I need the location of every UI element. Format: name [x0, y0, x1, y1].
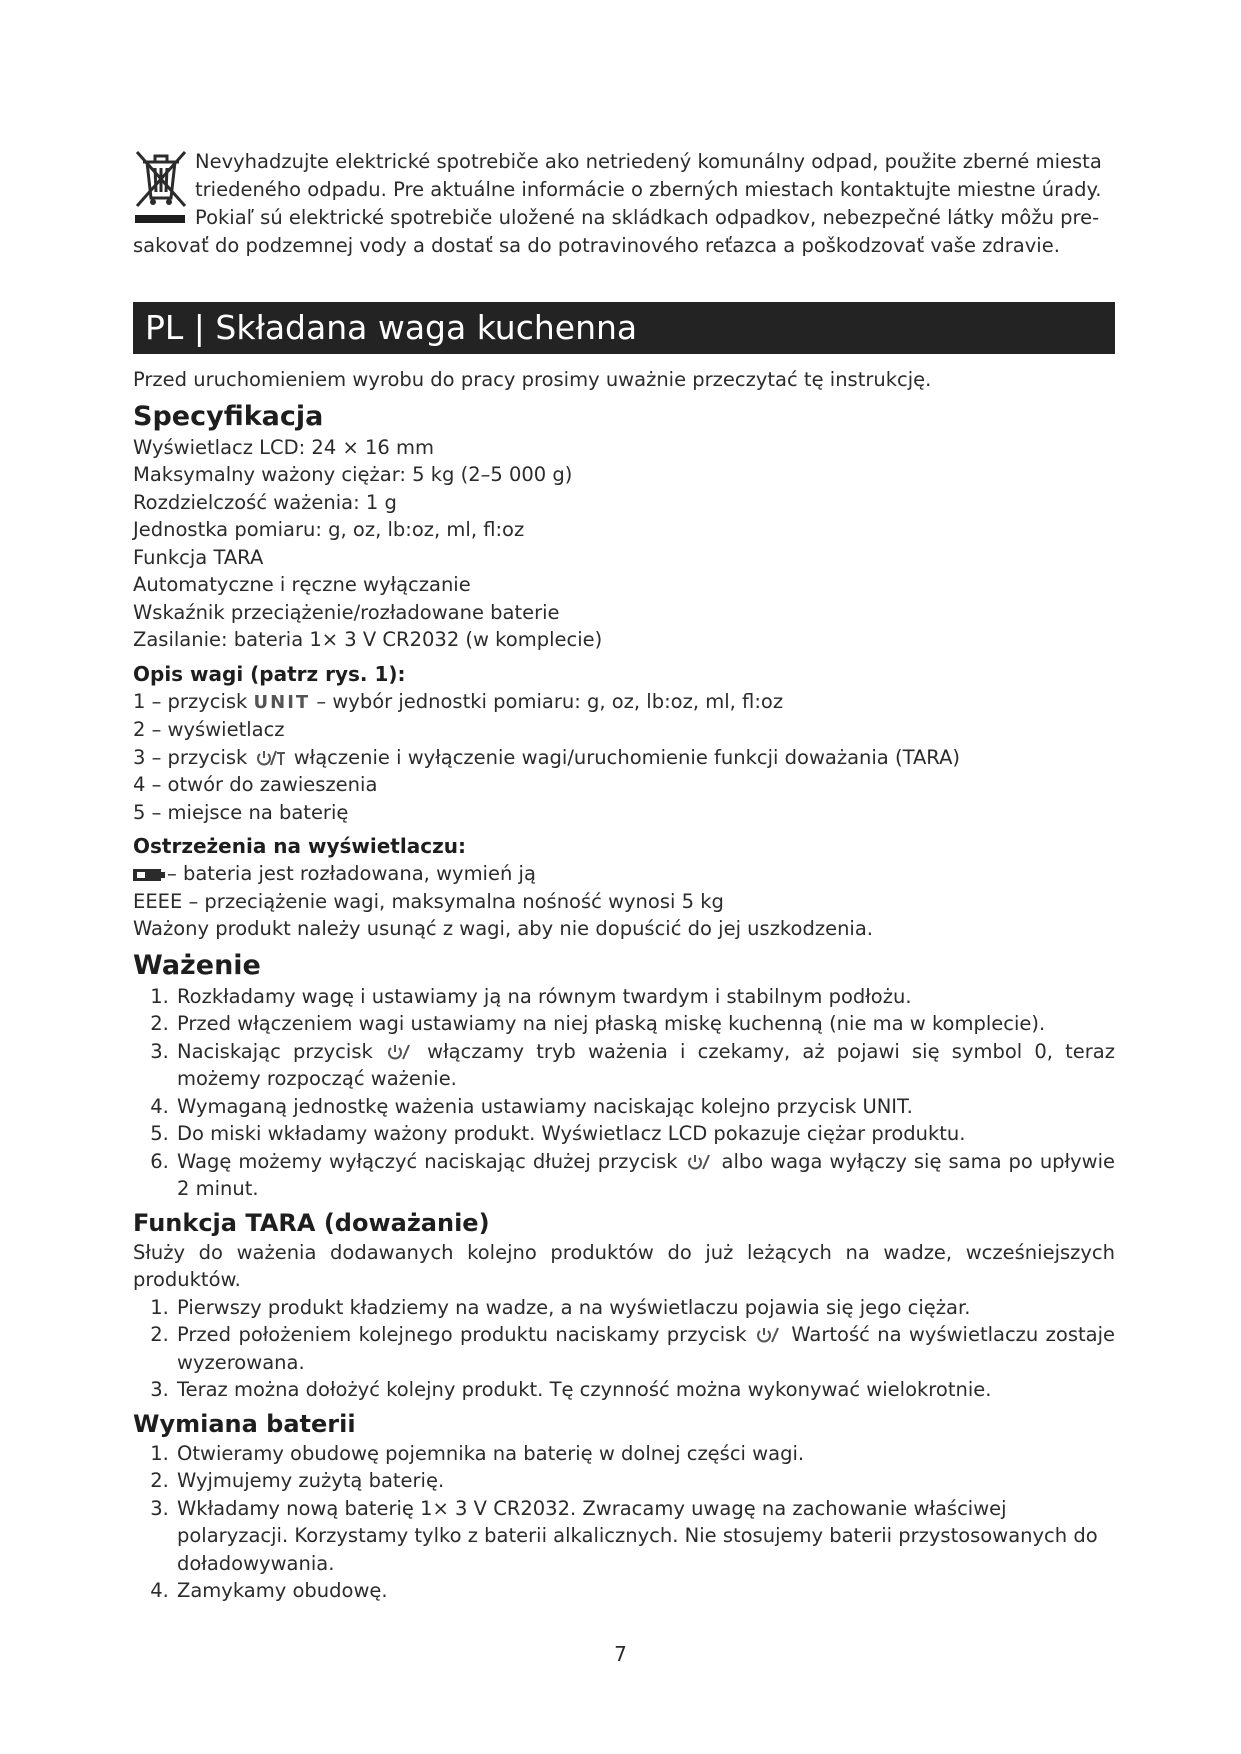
spec-line: Wskaźnik przeciążenie/rozładowane baterie [133, 600, 560, 624]
spec-line: Jednostka pomiaru: g, oz, lb:oz, ml, fl:oz [133, 518, 525, 541]
unit-button-glyph: UNIT [253, 691, 311, 713]
intro-text: Przed uruchomieniem wyrobu do pracy prosimy uważnie przeczytać tę instrukcję. [133, 368, 932, 391]
weighing-i3-post: włączamy tryb ważenia i czekamy, aż pojawi się symbol 0, teraz możemy rozpocząć ważenie. [177, 1039, 1115, 1090]
power-icon [756, 1326, 782, 1344]
spec-line: Funkcja TARA [133, 545, 264, 569]
page-number: 7 [614, 1642, 627, 1666]
weighing-i6-pre: Wagę możemy wyłączyć naciskając dłużej przycisk [177, 1149, 678, 1173]
desc-l1-post: – wybór jednostki pomiaru: g, oz, lb:oz, ml, fl:oz [316, 689, 784, 713]
tara-i2-pre: Przed położeniem kolejnego produktu naciskamy przycisk [177, 1323, 747, 1346]
warning-battery-text: – bateria jest rozładowana, wymień ją [167, 862, 536, 885]
list-item: 1. Rozkładamy wagę i ustawiamy ją na równym twardym i stabilnym podłożu. [175, 983, 1115, 1011]
power-icon [387, 1043, 413, 1061]
weighing-i3-pre: Naciskając przycisk [177, 1039, 373, 1063]
spec-line: Automatyczne i ręczne wyłączanie [133, 573, 471, 596]
list-item: 3. Wkładamy nową baterię 1× 3 V CR2032. Zwracamy uwagę na zachowanie właściwej polaryzacji. Korzystamy tylko z baterii alkalicznych. Nie stosujemy baterii przystosowanych do doładowywania. [175, 1495, 1115, 1578]
warning-eeee: EEEE – przeciążenie wagi, maksymalna nośność wynosi 5 kg [133, 889, 724, 913]
warnings-heading: Ostrzeżenia na wyświetlaczu: [133, 834, 466, 858]
spec-line: Rozdzielczość ważenia: 1 g [133, 490, 397, 514]
desc-l1-pre: 1 – przycisk [133, 689, 248, 713]
desc-line-2: 2 – wyświetlacz [133, 718, 285, 741]
desc-heading: Opis wagi (patrz rys. 1): [133, 661, 406, 686]
desc-line-1 [133, 688, 1115, 717]
battery-heading: Wymiana baterii [133, 1409, 356, 1438]
weee-line-4: sakovať do podzemnej vody a dostať sa do potravinového reťazca a poškodzovať vaše zdravie. [133, 234, 1060, 257]
desc-l3-pre: 3 – przycisk [133, 745, 248, 769]
tara-text: Służy do ważenia dodawanych kolejno produktów do już leżących na wadze, wcześniejszych produktów. [133, 1240, 1115, 1291]
list-item: 3. Teraz można dołożyć kolejny produkt. Tę czynność można wykonywać wielokrotnie. [175, 1376, 1115, 1404]
list-item: 2. Przed włączeniem wagi ustawiamy na niej płaską miskę kuchenną (nie ma w komplecie). [175, 1010, 1115, 1038]
desc-line-3 [133, 744, 1115, 772]
warning-battery [133, 860, 1115, 888]
desc-l3-post: włączenie i wyłączenie wagi/uruchomienie funkcji doważania (TARA) [293, 745, 961, 769]
power-icon [687, 1153, 713, 1171]
warning-note: Ważony produkt należy usunąć z wagi, aby nie dopuścić do jej uszkodzenia. [133, 917, 874, 940]
spec-heading: Specyfikacja [133, 400, 324, 432]
tara-heading: Funkcja TARA (doważanie) [133, 1208, 490, 1237]
list-item: 1. Pierwszy produkt kładziemy na wadze, a na wyświetlaczu pojawia się jego ciężar. [175, 1294, 1115, 1322]
list-item [175, 1321, 1115, 1376]
weee-line-3: Pokiaľ sú elektrické spotrebiče uložené na skládkach odpadkov, nebezpečné látky môžu pre- [195, 206, 1100, 229]
spec-line: Zasilanie: bateria 1× 3 V CR2032 (w komplecie) [133, 628, 603, 651]
list-item [175, 1038, 1115, 1093]
low-battery-icon [133, 869, 161, 881]
power-tare-icon [256, 749, 286, 767]
crossed-bin-icon [133, 148, 189, 228]
desc-line-5: 5 – miejsce na baterię [133, 800, 349, 824]
tara-steps [133, 1294, 1115, 1404]
weee-line-2: triedeného odpadu. Pre aktuálne informácie o zberných miestach kontaktujte miestne úrady. [195, 178, 1102, 201]
list-item: 5. Do miski wkładamy ważony produkt. Wyświetlacz LCD pokazuje ciężar produktu. [175, 1120, 1115, 1148]
list-item: 4. Zamykamy obudowę. [175, 1577, 1115, 1605]
weee-text [133, 148, 1115, 260]
list-item: 2. Wyjmujemy zużytą baterię. [175, 1467, 1115, 1495]
weee-notice [133, 148, 1115, 260]
list-item: 1. Otwieramy obudowę pojemnika na baterię w dolnej części wagi. [175, 1440, 1115, 1468]
tara-i2-post: Wartość na wyświetlaczu zostaje wyzerowana. [177, 1323, 1116, 1374]
section-banner: PL | Składana waga kuchenna [133, 302, 1115, 354]
weee-line-1: Nevyhadzujte elektrické spotrebiče ako netriedený komunálny odpad, použite zberné miesta [195, 150, 1102, 173]
weighing-steps [133, 983, 1115, 1203]
list-item: 4. Wymaganą jednostkę ważenia ustawiamy naciskając kolejno przycisk UNIT. [175, 1093, 1115, 1121]
spec-line: Maksymalny ważony ciężar: 5 kg (2–5 000 g) [133, 463, 573, 486]
desc-line-4: 4 – otwór do zawieszenia [133, 773, 378, 796]
weighing-i6-post: albo waga wyłączy się sama po upływie 2 minut. [177, 1149, 1116, 1200]
spec-line: Wyświetlacz LCD: 24 × 16 mm [133, 435, 434, 459]
list-item [175, 1148, 1115, 1203]
battery-steps [133, 1440, 1115, 1605]
document-page [133, 148, 1115, 1605]
weighing-heading: Ważenie [133, 949, 261, 981]
